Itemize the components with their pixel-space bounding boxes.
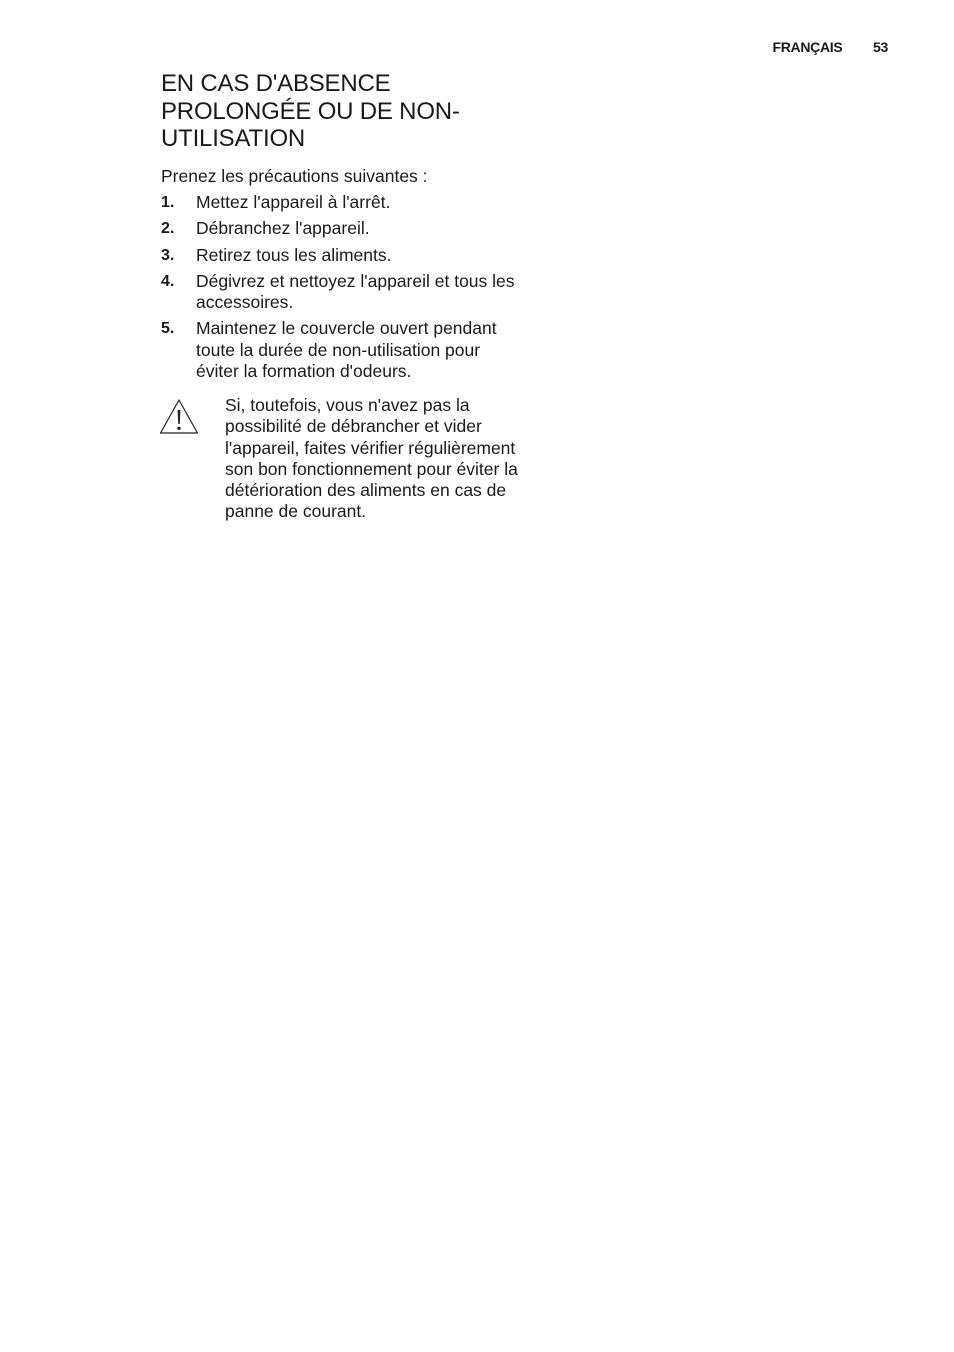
warning-triangle-icon xyxy=(159,398,199,435)
step-item xyxy=(161,218,521,239)
page-header xyxy=(772,39,888,55)
language-label: FRANÇAIS xyxy=(772,39,843,55)
step-text: Maintenez le couvercle ouvert pendant toute la durée de non-utilisation pour éviter la formation d'odeurs. xyxy=(196,318,497,382)
step-number: 1. xyxy=(161,194,175,211)
step-item xyxy=(161,271,521,314)
page-number: 53 xyxy=(873,39,888,55)
warning-note xyxy=(159,395,521,523)
intro-text: Prenez les précautions suivantes : xyxy=(161,166,428,186)
step-text: Dégivrez et nettoyez l'appareil et tous les accessoires. xyxy=(196,270,515,313)
warning-text: Si, toutefois, vous n'avez pas la possibilité de débrancher et vider l'appareil, faites vérifier régulièrement son bon fonctionnement pour éviter la détérioration des aliments en cas de panne de courant. xyxy=(225,395,518,522)
section-title: EN CAS D'ABSENCE PROLONGÉE OU DE NON-UTILISATION xyxy=(161,70,460,152)
step-number: 3. xyxy=(161,246,175,264)
step-item xyxy=(161,245,521,266)
step-number: 2. xyxy=(161,220,175,238)
step-text: Débranchez l'appareil. xyxy=(196,218,370,239)
steps-list xyxy=(161,192,521,387)
step-text: Mettez l'appareil à l'arrêt. xyxy=(196,192,391,212)
step-number: 4. xyxy=(161,272,175,290)
step-item xyxy=(161,192,521,213)
step-text: Retirez tous les aliments. xyxy=(196,244,392,265)
step-number: 5. xyxy=(161,320,175,338)
step-item xyxy=(161,318,521,382)
